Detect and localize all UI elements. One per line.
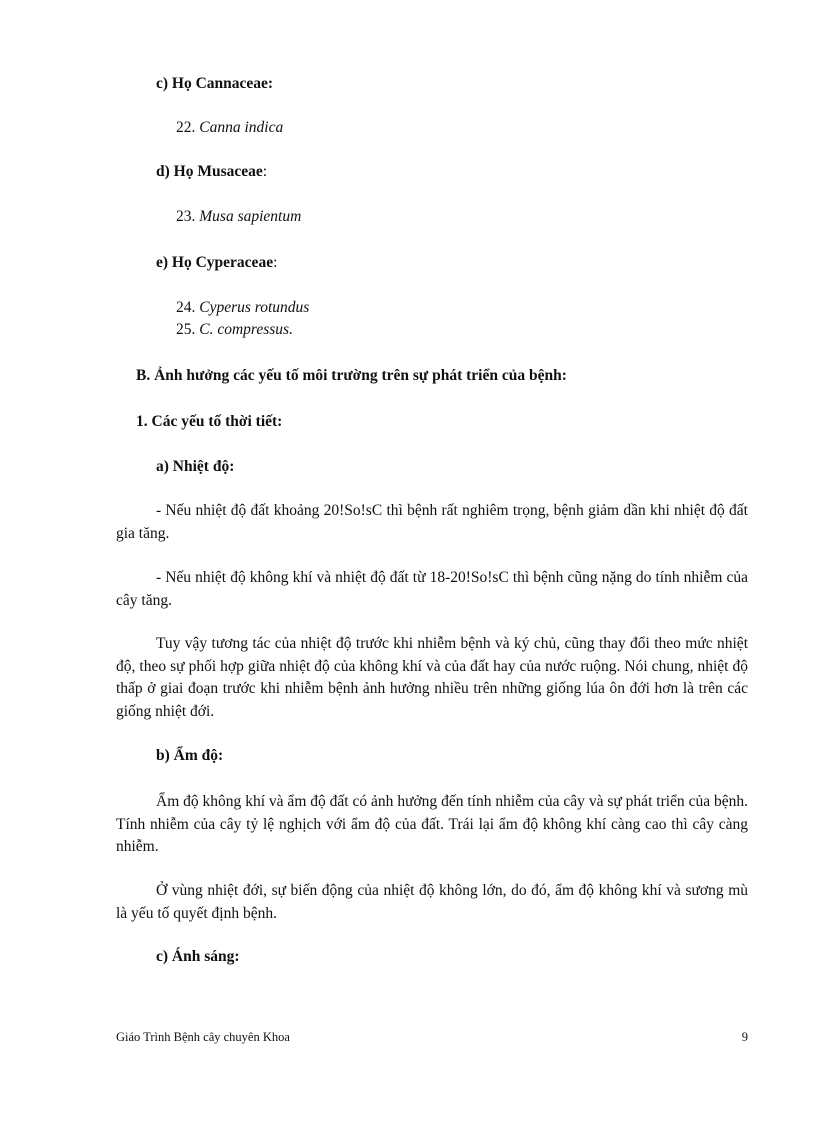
temperature-title: a) Nhiệt độ: — [156, 458, 235, 475]
species-list-cyperaceae — [176, 297, 309, 341]
heading-musaceae: d) Họ Musaceae: — [156, 163, 268, 180]
footer-title: Giáo Trình Bệnh cây chuyên Khoa — [116, 1030, 290, 1044]
heading-cyperaceae: e) Họ Cyperaceae: — [156, 254, 278, 271]
section-b-title: B. Ảnh hưởng các yếu tố môi trường trên sự phát triển của bệnh: — [136, 367, 567, 384]
page-footer — [116, 1030, 748, 1045]
list-item: 22. Canna indica — [176, 119, 284, 136]
temperature-paragraph-2: - Nếu nhiệt độ không khí và nhiệt độ đất từ 18-20!So!sC thì bệnh cũng nặng do tính nhiễm của cây tăng. — [116, 569, 748, 609]
humidity-paragraph-1: Ẩm độ không khí và ẩm độ đất có ảnh hưởng đến tính nhiễm của cây và sự phát triển của bệnh. Tính nhiễm của cây tỷ lệ nghịch với ẩm độ của đất. Trái lại ẩm độ không khí càng cao thì cây càng nhiễm. — [116, 793, 748, 855]
humidity-title: b) Ẩm độ: — [156, 747, 224, 764]
subsection-weather-title: 1. Các yếu tố thời tiết: — [136, 413, 283, 430]
species-list-musaceae — [176, 206, 301, 228]
list-item: 25. C. compressus. — [176, 321, 293, 338]
species-list-cannaceae — [176, 117, 283, 139]
light-title: c) Ánh sáng: — [156, 948, 240, 965]
temperature-paragraph-1: - Nếu nhiệt độ đất khoảng 20!So!sC thì bệnh rất nghiêm trọng, bệnh giảm dần khi nhiệt độ đất gia tăng. — [116, 502, 748, 542]
list-item: 23. Musa sapientum — [176, 208, 302, 225]
heading-cannaceae: c) Họ Cannaceae: — [156, 75, 274, 92]
temperature-paragraph-3: Tuy vậy tương tác của nhiệt độ trước khi nhiễm bệnh và ký chủ, cũng thay đổi theo mức nhiệt độ, theo sự phối hợp giữa nhiệt độ của không khí và của đất hay của nước ruộng. Nói chung, nhiệt độ thấp ở giai đoạn trước khi nhiễm bệnh ảnh hưởng nhiều trên những giống lúa ôn đới hơn là trên các giống nhiệt đới. — [116, 635, 748, 720]
humidity-paragraph-2: Ở vùng nhiệt đới, sự biến động của nhiệt độ không lớn, do đó, ẩm độ không khí và sương mù là yếu tố quyết định bệnh. — [116, 882, 748, 922]
page-number: 9 — [741, 1030, 748, 1044]
list-item: 24. Cyperus rotundus — [176, 299, 310, 316]
